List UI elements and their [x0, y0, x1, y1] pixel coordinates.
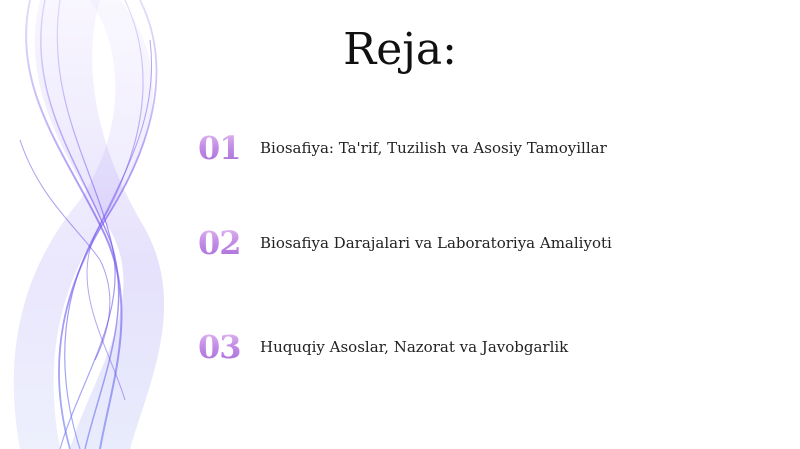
agenda-item-label: Biosafiya Darajalari va Laboratoriya Amaliyoti — [260, 234, 612, 252]
agenda-item-1 — [198, 128, 607, 168]
agenda-item-number: 03 — [198, 328, 254, 366]
slide-title: Reja: — [343, 24, 457, 75]
agenda-item-number: 02 — [198, 224, 254, 262]
decorative-wave-ribbon — [0, 0, 200, 449]
agenda-item-label: Huquqiy Asoslar, Nazorat va Javobgarlik — [260, 338, 569, 356]
agenda-item-number: 01 — [198, 129, 254, 167]
agenda-item-label: Biosafiya: Ta'rif, Tuzilish va Asosiy Tamoyillar — [260, 139, 607, 157]
agenda-item-2 — [198, 223, 612, 263]
agenda-item-3 — [198, 327, 568, 367]
